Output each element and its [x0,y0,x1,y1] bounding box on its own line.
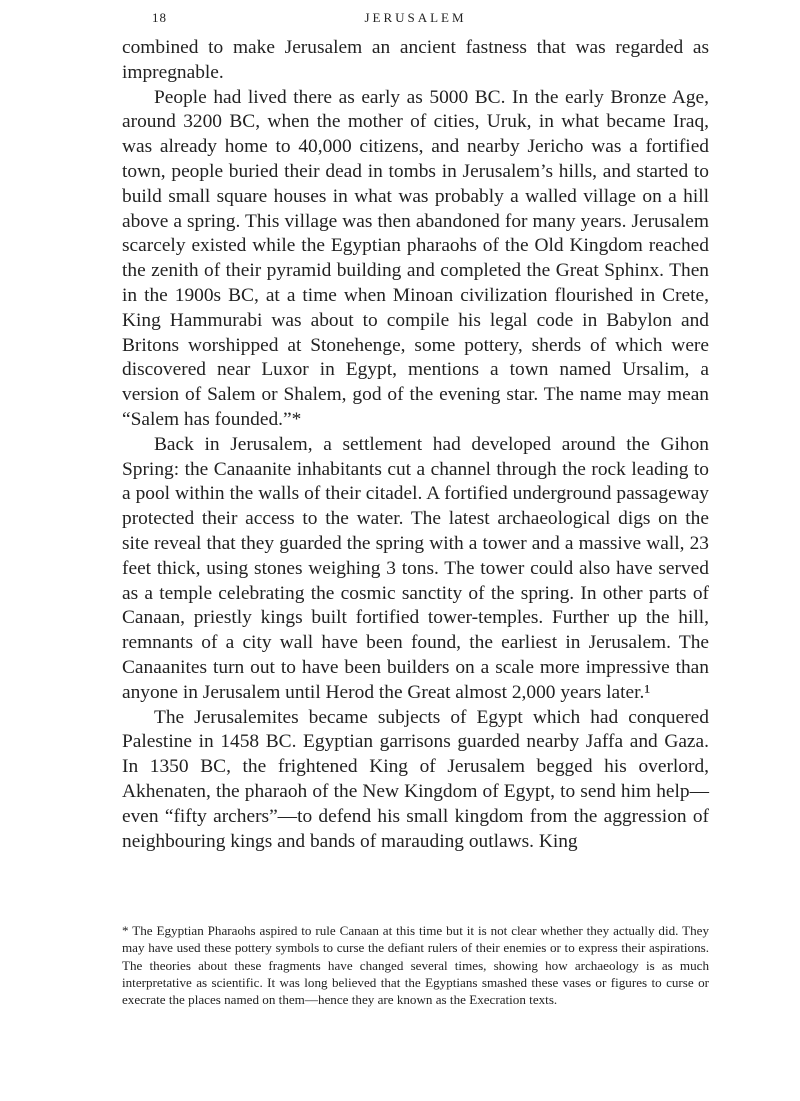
page-number: 18 [152,10,167,25]
footnotes [122,922,709,1008]
paragraph-continued: combined to make Jerusalem an ancient fastness that was regarded as impregnable. [122,37,709,83]
paragraph-egyptian-rule: The Jerusalemites became subjects of Egypt which had conquered Palestine in 1458 BC. Egyptian garrisons guarded nearby Jaffa and Gaza. In 1350 BC, the frightened King of Jerusalem begged his overlord, Akhenaten, the pharaoh of the New Kingdom of Egypt, to send him help—even “fifty archers”—to defend his small kingdom from the aggression of neighbouring kings and bands of marauding outlaws. King [122,706,709,852]
body-text [122,36,709,854]
footnote-execration-texts: * The Egyptian Pharaohs aspired to rule Canaan at this time but it is not clear whether they actually did. They may have used these pottery symbols to curse the defiant rulers of their enemies or to express their aspirations. The theories about these fragments have changed several times, showing how archaeology is as much interpretative as scientific. It was long believed that the Egyptians smashed these vases or figures to curse or execrate the places named on them—hence they are known as the Execration texts. [122,923,709,1008]
running-head [122,8,709,30]
paragraph-early-history: People had lived there as early as 5000 BC. In the early Bronze Age, around 3200 BC, when the mother of cities, Uruk, in what became Iraq, was already home to 40,000 citizens, and nearby Jericho was a fortified town, people buried their dead in tombs in Jerusalem’s hills, and started to build small square houses in what was probably a walled village on a hill above a spring. This village was then abandoned for many years. Jerusalem scarcely existed while the Egyptian pharaohs of the Old Kingdom reached the zenith of their pyramid building and completed the Great Sphinx. Then in the 1900s BC, at a time when Minoan civilization flourished in Crete, King Hammurabi was about to compile his legal code in Babylon and Britons worshipped at Stonehenge, some pottery, sherds of which were discovered near Luxor in Egypt, mentions a town named Ursalim, a version of Salem or Shalem, god of the evening star. The name may mean “Salem has founded.”* [122,86,709,430]
paragraph-gihon-spring: Back in Jerusalem, a settlement had developed around the Gihon Spring: the Canaanite inhabitants cut a channel through the rock leading to a pool within the walls of their citadel. A fortified underground passageway protected their access to the water. The latest archaeological digs on the site reveal that they guarded the spring with a tower and a massive wall, 23 feet thick, using stones weighing 3 tons. The tower could also have served as a temple celebrating the cosmic sanctity of the spring. In other parts of Canaan, priestly kings built fortified tower-temples. Further up the hill, remnants of a city wall have been found, the earliest in Jerusalem. The Canaanites turn out to have been builders on a scale more impressive than anyone in Jerusalem until Herod the Great almost 2,000 years later.¹ [122,433,709,703]
running-title: JERUSALEM [364,10,467,25]
